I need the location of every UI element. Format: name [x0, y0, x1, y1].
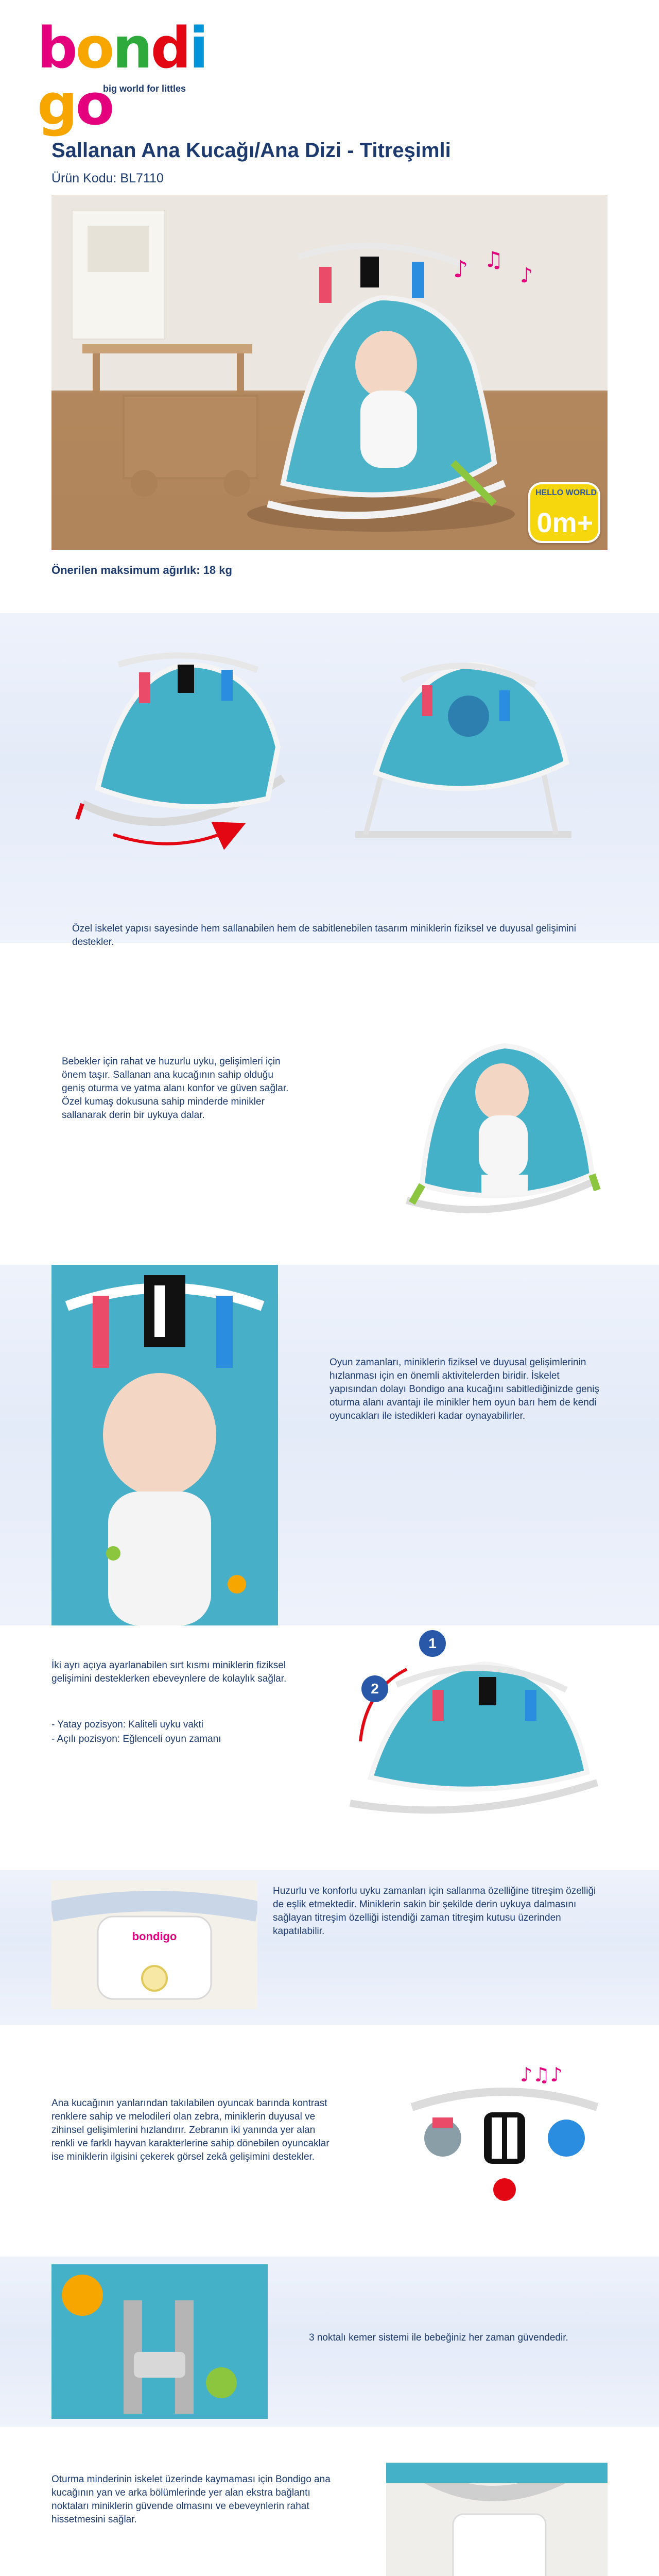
max-weight: Önerilen maksimum ağırlık: 18 kg [51, 564, 232, 577]
section-5-text: Huzurlu ve konforlu uyku zamanları için sallanma özelliğine titreşim özelliği de eşlik etmektedir. Miniklerin sakin bir şekilde derin uykuya dalmasını sağlayan titreşim özelliği istendiği zaman titreşim kutusu üzerinden kapatılabilir. [273, 1886, 596, 1937]
section-7-text: 3 noktalı kemer sistemi ile bebeğiniz her zaman güvendedir. [309, 2332, 568, 2343]
brand-logo[interactable]: bondigo [37, 15, 207, 138]
harness-image [51, 2264, 268, 2419]
brand-tagline: big world for littles [103, 83, 186, 94]
position-marker-2-label: 2 [371, 1681, 379, 1697]
section-4-list-item: - Açılı pozisyon: Eğlenceli oyun zamanı [51, 1734, 221, 1744]
section-4-text: İki ayrı açıya ayarlanabilen sırt kısmı miniklerin fiziksel gelişimini desteklerken ebeveynlere de kolaylık sağlar. [51, 1660, 287, 1684]
age-badge-top: HELLO WORLD [535, 488, 597, 497]
rocker-fixed-image [330, 639, 597, 860]
section-2-text: Bebekler için rahat ve huzurlu uyku, gelişimleri için önem taşır. Sallanan ana kucağının sahip olduğu geniş oturma ve yatma alanı konfor ve güven sağlar. Özel kumaş dokusuna sahip minderde minikler sallanarak derin bir uykuya dalar. [62, 1056, 289, 1121]
section-6-text: Ana kucağının yanlarından takılabilen oyuncak barında kontrast renklere sahip ve melodileri olan zebra, miniklerin duyusal ve zihinsel gelişimlerini hızlandırır. Zebranın iki yanında yer alan renkli ve farklı hayvan karakterlerine sahip dönebilen oyuncaklar ise miniklerin ilgisini çekerek görsel zekâ gelişimini destekler. [51, 2098, 330, 2162]
svg-text:♪♫♪: ♪♫♪ [520, 2063, 563, 2086]
vibration-box-logo: bondigo [132, 1930, 177, 1943]
toy-bar-image [402, 2061, 608, 2226]
svg-text:♪: ♪ [520, 264, 533, 287]
section-1-text: Özel iskelet yapısı sayesinde hem sallanabilen hem de sabitlenebilen tasarım miniklerin fiziksel ve duyusal gelişimini destekler. [72, 923, 576, 947]
baby-in-rocker-image [391, 1025, 608, 1221]
section-4-list-item: - Yatay pozisyon: Kaliteli uyku vakti [51, 1719, 203, 1730]
music-notes-icon [448, 246, 551, 293]
section-8-text: Oturma minderinin iskelet üzerinde kaymaması için Bondigo ana kucağının yan ve arka bölümlerinde yer alan ekstra bağlantı noktaları miniklerin güvende olmasını ve ebeveynlerin rahat hissetmesini sağlar. [51, 2474, 331, 2525]
play-bar-baby-image [51, 1265, 278, 1625]
product-title: Sallanan Ana Kucağı/Ana Dizi - Titreşimli [51, 139, 451, 162]
connection-points-image [386, 2463, 608, 2576]
age-badge-value: 0m+ [536, 507, 593, 538]
position-marker-1-label: 1 [428, 1635, 437, 1651]
hero-photo [51, 195, 608, 550]
svg-text:♫: ♫ [484, 247, 504, 272]
rocker-rocking-image [62, 634, 299, 860]
product-code: Ürün Kodu: BL7110 [51, 171, 164, 185]
vibration-box-image [51, 1880, 257, 2009]
adjustable-back-image [330, 1628, 608, 1819]
section-3-text: Oyun zamanları, miniklerin fiziksel ve duyusal gelişimlerinin hızlanması için en önemli aktivitelerden biridir. İskelet yapısından dolayı Bondigo ana kucağını sabitlediğinizde geniş oturma alanı avantajı ile minikler hem oyun barı hem de kendi oyuncakları ile istedikleri kadar oynayabilirler. [330, 1357, 599, 1421]
svg-text:♪: ♪ [453, 255, 469, 283]
age-badge [528, 482, 600, 543]
